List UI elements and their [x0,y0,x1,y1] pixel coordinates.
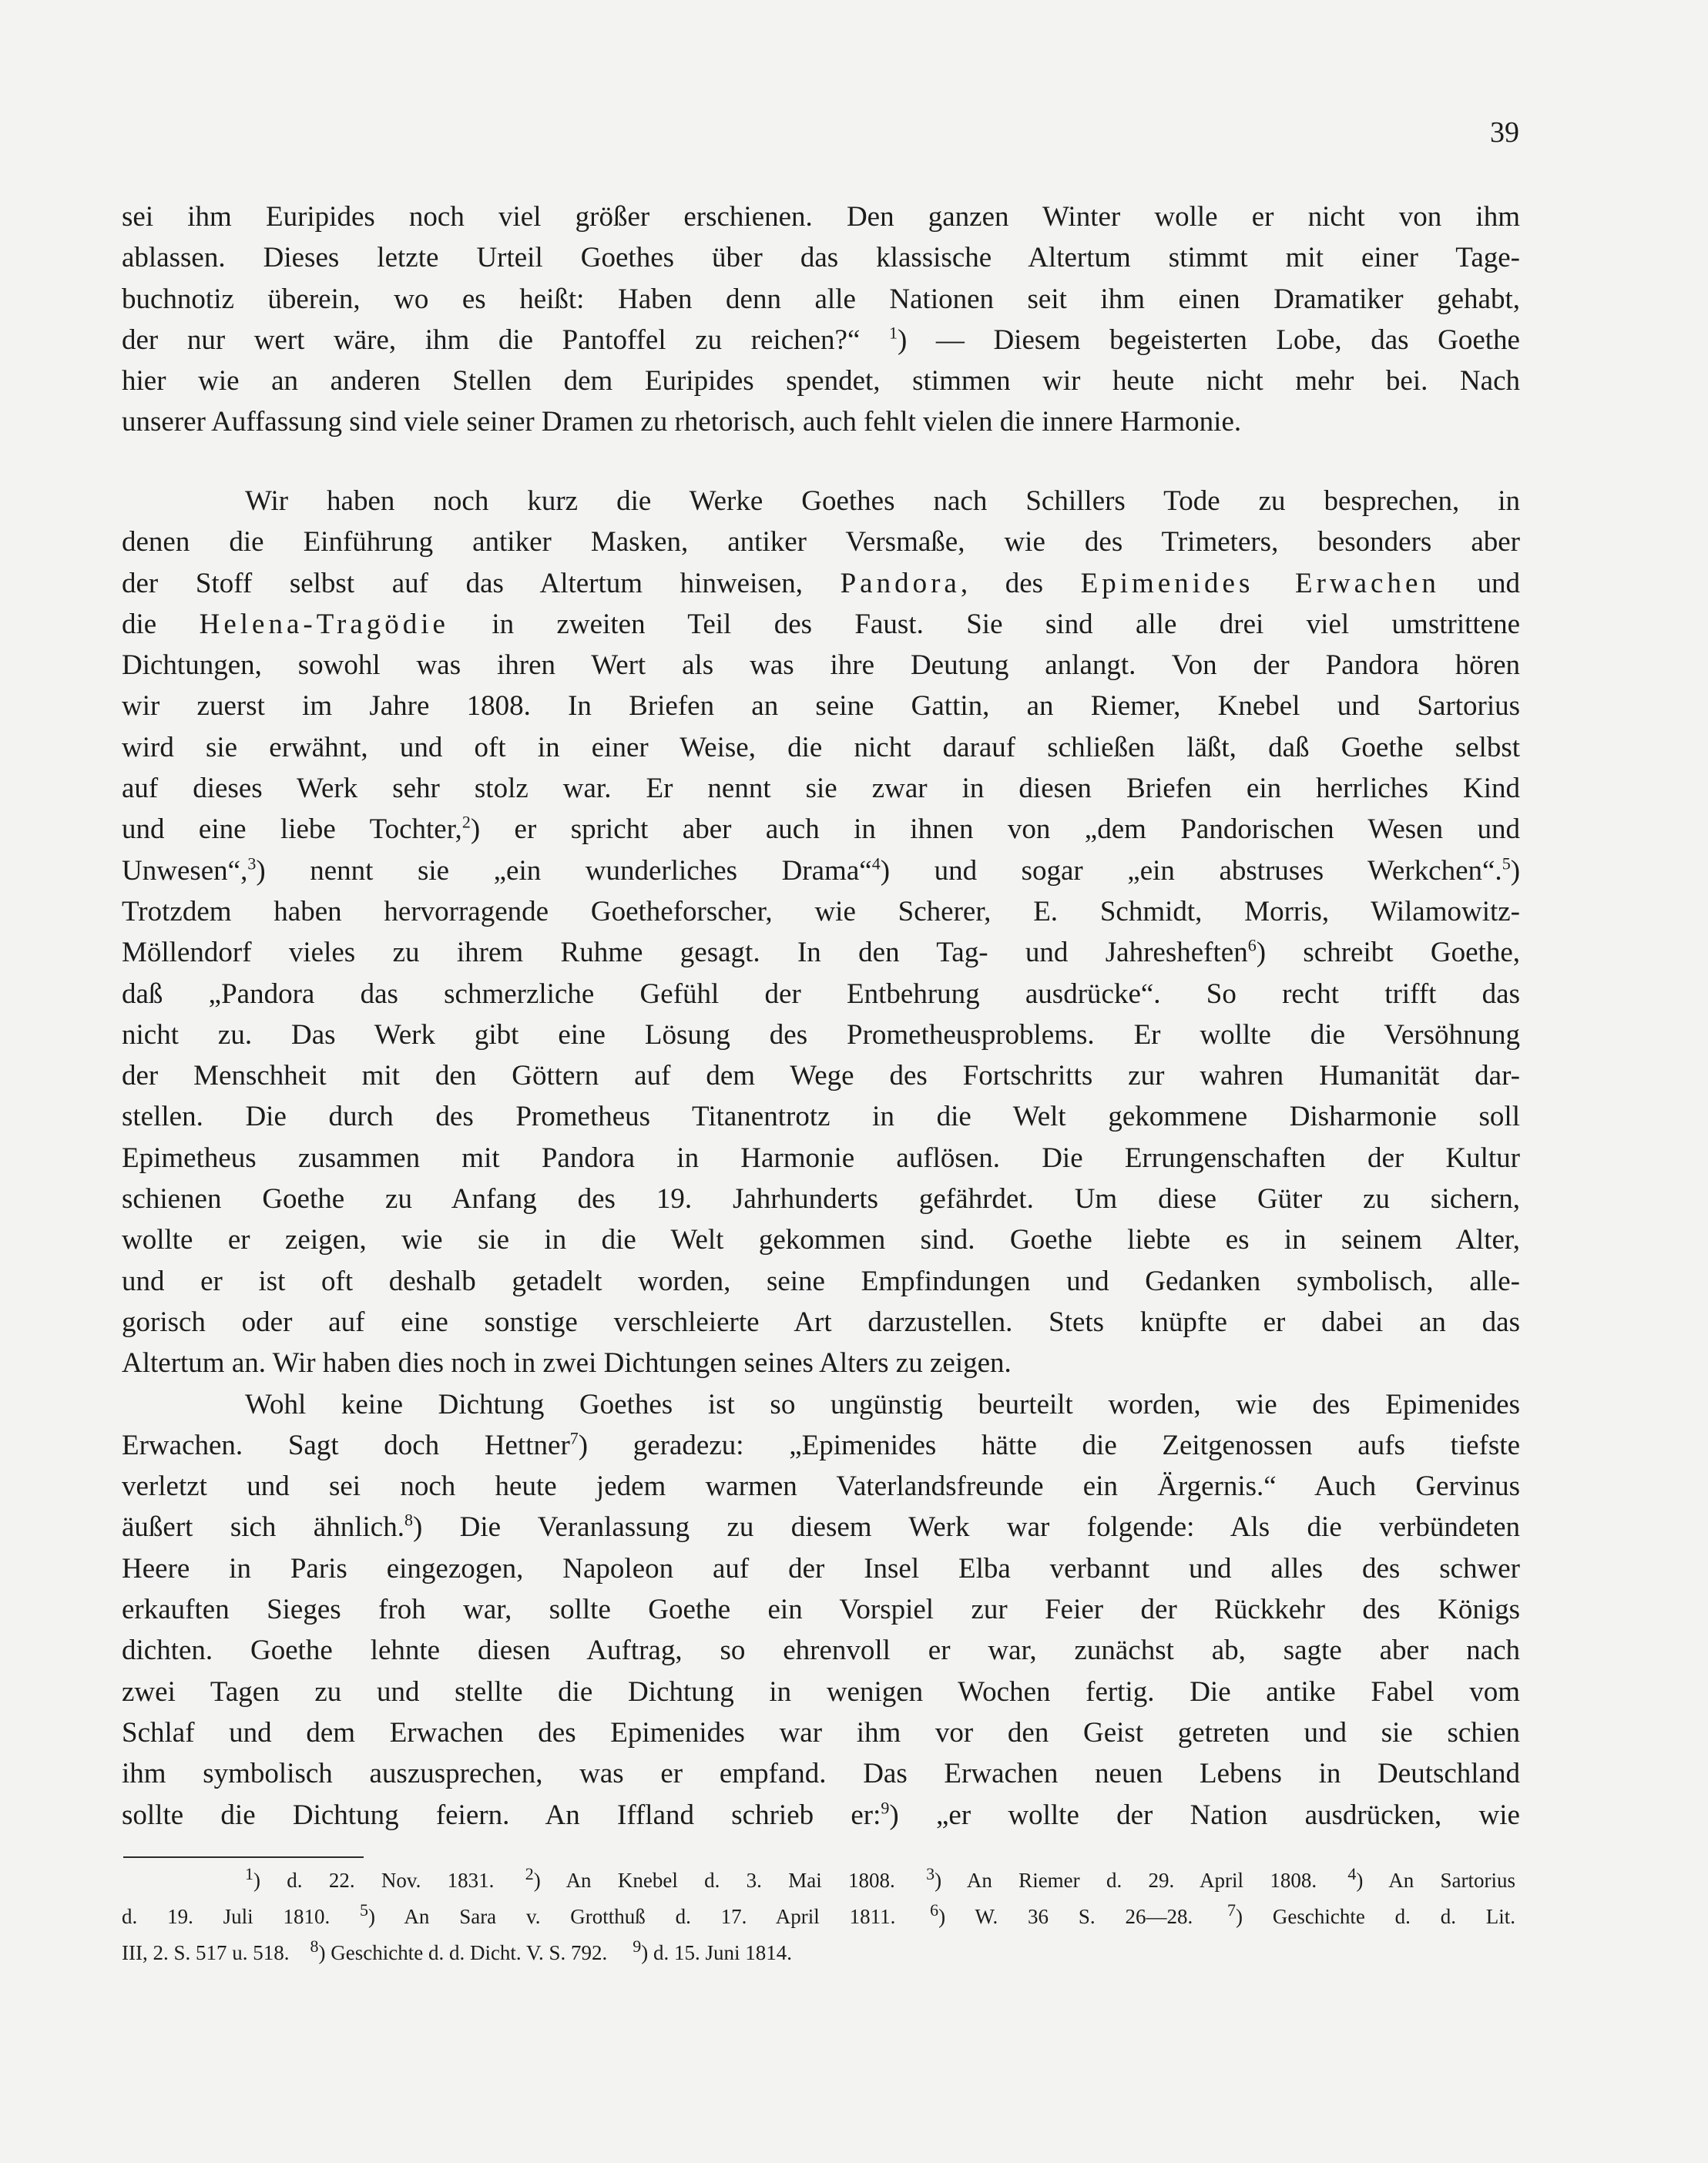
footnote-ref: 2 [461,813,471,833]
text-line: und er ist oft deshalb getadelt worden, seine Empfindungen und Gedanken symbolisch, alle- [122,1265,1520,1297]
title-pandora: Pandora [840,567,961,599]
text-line: Dichtungen, sowohl was ihren Wert als was ihre Deutung anlangt. Von der Pandora hören [122,649,1520,682]
title-epimenides: Epimenides Erwachen [1080,567,1440,599]
text-line: Unwesen“,$^3$) nennt sie „ein wunderliches Drama“$^4$) und sogar „ein abstruses Werkchen“.$^5$) [122,853,1521,887]
text-line: Heere in Paris eingezogen, Napoleon auf der Insel Elba verbannt und alles des schwer [122,1552,1520,1585]
text-line: denen die Einführung antiker Masken, antiker Versmaße, wie des Trimeters, besonders aber [122,526,1520,558]
text-line: sei ihm Euripides noch viel größer erschienen. Den ganzen Winter wolle er nicht von ihm [122,201,1520,233]
text-line: schienen Goethe zu Anfang des 19. Jahrhunderts gefährdet. Um diese Güter zu sichern, [122,1183,1520,1216]
footnote-ref: 7 [569,1428,579,1448]
text-line: Epimetheus zusammen mit Pandora in Harmonie auflösen. Die Errungenschaften der Kultur [122,1142,1520,1174]
text-line: erkauften Sieges froh war, sollte Goethe ein Vorspiel zur Feier der Rückkehr des Königs [122,1594,1520,1626]
text-line: ihm symbolisch auszusprechen, was er empfand. Das Erwachen neuen Lebens in Deutschland [122,1758,1520,1790]
text-line: Wohl keine Dichtung Goethes ist so ungünstig beurteilt worden, wie des Epimenides [245,1388,1520,1420]
text-line: der Menschheit mit den Göttern auf dem Wege des Fortschritts zur wahren Humanität dar- [122,1060,1520,1092]
text-line: Schlaf und dem Erwachen des Epimenides war ihm vor den Geist getreten und sie schien [122,1716,1520,1749]
footnote-ref: 9 [881,1798,890,1818]
text-line: auf dieses Werk sehr stolz war. Er nennt sie zwar in diesen Briefen ein herrliches Kind [122,773,1520,805]
text-line: stellen. Die durch des Prometheus Titanentrotz in die Welt gekommene Disharmonie soll [122,1101,1520,1133]
footnotes [122,1863,1520,1971]
footnote-ref: 4 [871,853,881,874]
footnote-ref: 5 [1502,853,1511,874]
paragraph-1 [122,196,1520,443]
text-line: und eine liebe Tochter,$^2$) er spricht aber auch in ihnen von „dem Pandorischen Wesen und [122,813,1521,846]
text-line: Trotzdem haben hervorragende Goetheforscher, wie Scherer, E. Schmidt, Morris, Wilamowitz- [122,895,1520,927]
footnote-ref: 1 [888,323,898,343]
footnote-line: d. 19. Juli 1810. $^5$) An Sara v. Grotthuß d. 17. April 1811. $^6$) W. 36 S. 26—28. $^7$) Geschichte d. d. Lit. [122,1900,1516,1928]
text-line: hier wie an anderen Stellen dem Euripides spendet, stimmen wir heute nicht mehr bei. Nach [122,365,1520,397]
paragraph-2 [122,481,1520,1836]
title-helena: Helena-Tragödie [199,608,449,640]
text-line: unserer Auffassung sind viele seiner Dramen zu rhetorisch, auch fehlt vielen die innere Harmonie. [122,406,1242,438]
text-line: wir zuerst im Jahre 1808. In Briefen an seine Gattin, an Riemer, Knebel und Sartorius [122,690,1520,723]
page-number: 39 [1490,116,1519,149]
text-line: Erwachen. Sagt doch Hettner$^7$) geradezu: „Epimenides hätte die Zeitgenossen aufs tiefste [122,1428,1520,1461]
text-line: Möllendorf vieles zu ihrem Ruhme gesagt. In den Tag- und Jahresheften$^6$) schreibt Goethe, [122,935,1520,969]
text-line: Wir haben noch kurz die Werke Goethes nach Schillers Tode zu besprechen, in [245,485,1520,517]
text-line: zwei Tagen zu und stellte die Dichtung in wenigen Wochen fertig. Die antike Fabel vom [122,1675,1520,1708]
footnote-line: III, 2. S. 517 u. 518. $^8$) Geschichte d. d. Dicht. V. S. 792. $^9$) d. 15. Juni 1814. [122,1937,792,1964]
text-line: wollte er zeigen, wie sie in die Welt gekommen sind. Goethe liebte es in seinem Alter, [122,1224,1520,1256]
text-line: die Helena-Tragödie in zweiten Teil des Faust. Sie sind alle drei viel umstrittene [122,608,1521,640]
footnote-divider [123,1856,364,1858]
text-line: der nur wert wäre, ihm die Pantoffel zu reichen?“ $^1$) — Diesem begeisterten Lobe, das Goethe [122,323,1520,356]
text-line: Altertum an. Wir haben dies noch in zwei Dichtungen seines Alters zu zeigen. [122,1347,1012,1380]
footnote-ref: 6 [1247,935,1257,955]
footnote-ref: 3 [247,853,257,874]
text-line: wird sie erwähnt, und oft in einer Weise, die nicht darauf schließen läßt, daß Goethe selbst [122,731,1520,763]
text-line: daß „Pandora das schmerzliche Gefühl der Entbehrung ausdrücke“. So recht trifft das [122,978,1520,1010]
text-line: dichten. Goethe lehnte diesen Auftrag, so ehrenvoll er war, zunächst ab, sagte aber nach [122,1635,1520,1667]
text-line: nicht zu. Das Werk gibt eine Lösung des Prometheusproblems. Er wollte die Versöhnung [122,1018,1520,1051]
text-line: der Stoff selbst auf das Altertum hinweisen, Pandora, des Epimenides Erwachen und [122,567,1521,599]
text-line: buchnotiz überein, wo es heißt: Haben denn alle Nationen seit ihm einen Dramatiker gehabt, [122,283,1520,315]
text-line: ablassen. Dieses letzte Urteil Goethes über das klassische Altertum stimmt mit einer Tage- [122,242,1520,274]
text-line: äußert sich ähnlich.$^8$) Die Veranlassung zu diesem Werk war folgende: Als die verbündeten [122,1511,1520,1544]
text-line: sollte die Dichtung feiern. An Iffland schrieb er:$^9$) „er wollte der Nation ausdrücken, wie [122,1798,1520,1831]
text-line: verletzt und sei noch heute jedem warmen Vaterlandsfreunde ein Ärgernis.“ Auch Gervinus [122,1471,1520,1503]
footnote-ref: 8 [404,1511,413,1531]
text-line: gorisch oder auf eine sonstige verschleierte Art darzustellen. Stets knüpfte er dabei an das [122,1306,1520,1338]
footnote-line: $^1$) d. 22. Nov. 1831. $^2$) An Knebel d. 3. Mai 1808. $^3$) An Riemer d. 29. April 1808. $^4$) An Sartorius [245,1864,1516,1892]
